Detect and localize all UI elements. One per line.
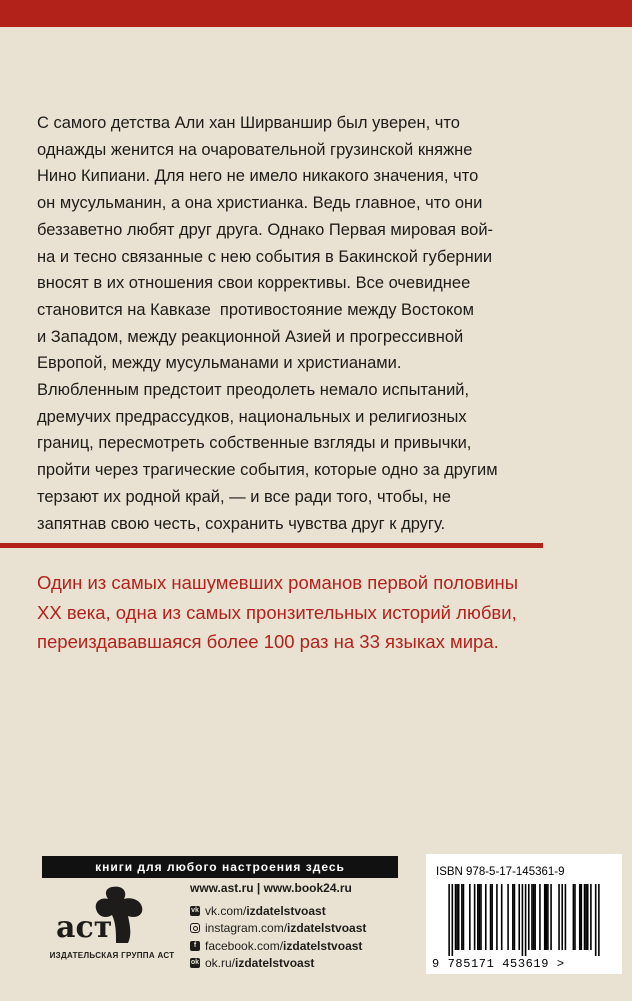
vk-icon: vk xyxy=(191,906,199,914)
promo-line: переиздававшаяся более 100 раз на 33 языках мира. xyxy=(37,631,499,652)
blurb-line: запятнав свою честь, сохранить чувства друг к другу. xyxy=(37,514,446,533)
barcode-bar xyxy=(558,884,560,950)
social-link-ok[interactable] xyxy=(190,955,366,973)
barcode-bar xyxy=(496,884,498,950)
barcode-bar xyxy=(531,884,533,950)
instagram-icon xyxy=(190,923,200,933)
barcode-bar xyxy=(547,884,549,950)
top-red-band xyxy=(0,0,632,27)
blurb-line: становится на Кавказе противостояние между Востоком xyxy=(37,300,474,319)
promo-text xyxy=(37,568,617,657)
barcode-bar xyxy=(469,884,471,950)
blurb-line: дремучих предрассудков, национальных и религиозных xyxy=(37,407,467,426)
barcode-bar xyxy=(452,884,454,956)
blurb-line: пройти через трагические события, которые одно за другим xyxy=(37,461,498,480)
barcode-digits: 9 785171 453619 > xyxy=(432,957,565,971)
book-blurb xyxy=(37,110,597,537)
barcode-bar xyxy=(539,884,541,950)
social-prefix: instagram.com/ xyxy=(205,921,288,936)
social-handle: izdatelstvoast xyxy=(235,956,315,971)
barcode-bar xyxy=(579,884,581,950)
blurb-line: терзают их родной край, — и все ради того, чтобы, не xyxy=(37,487,451,506)
social-handle: izdatelstvoast xyxy=(246,903,326,918)
barcode-bar xyxy=(507,884,509,950)
blurb-line: Нино Кипиани. Для него не имело никакого значения, что xyxy=(37,167,479,186)
barcode-bar xyxy=(525,884,527,956)
blurb-line: С самого детства Али хан Ширваншир был уверен, что xyxy=(37,114,460,132)
promo-line: Один из самых нашумевших романов первой половины xyxy=(37,572,519,593)
blurb-line: вносят в их отношения свои коррективы. Все очевиднее xyxy=(37,274,471,293)
barcode-bar xyxy=(550,884,552,950)
barcode-bar xyxy=(584,884,586,950)
barcode-bar xyxy=(491,884,493,950)
barcode-bar xyxy=(574,884,576,950)
social-prefix: facebook.com/ xyxy=(205,938,284,953)
blurb-line: и Западом, между реакционной Азией и прогрессивной xyxy=(37,327,464,346)
social-prefix: vk.com/ xyxy=(205,903,247,918)
red-divider xyxy=(0,543,543,548)
barcode-bar xyxy=(522,884,524,956)
blurb-line: однажды женится на очаровательной грузинской княжне xyxy=(37,140,473,159)
barcode xyxy=(434,884,614,956)
barcode-bar xyxy=(528,884,530,950)
barcode-bar xyxy=(587,884,589,950)
blurb-line: он мусульманин, а она христианка. Ведь главное, что они xyxy=(37,194,483,213)
barcode-bar xyxy=(456,884,458,950)
social-link-facebook[interactable] xyxy=(190,937,366,955)
social-link-instagram[interactable] xyxy=(190,920,366,938)
barcode-bar xyxy=(461,884,463,950)
promo-line: XX века, одна из самых пронзительных историй любви, xyxy=(37,601,517,623)
publisher-name: ИЗДАТЕЛЬСКАЯ ГРУППА АСТ xyxy=(49,951,175,960)
barcode-bar xyxy=(455,884,457,950)
barcode-bar xyxy=(561,884,563,950)
barcode-bar xyxy=(490,884,492,950)
social-links xyxy=(190,902,366,972)
isbn-box xyxy=(426,854,622,974)
barcode-bar xyxy=(448,884,450,956)
barcode-bar xyxy=(598,884,600,956)
barcode-bar xyxy=(474,884,476,950)
barcode-bar xyxy=(573,884,575,950)
blurb-line: Европой, между мусульманами и христианами. xyxy=(37,354,402,373)
social-handle: izdatelstvoast xyxy=(283,938,363,953)
barcode-bar xyxy=(534,884,536,950)
isbn-label: ISBN 978-5-17-145361-9 xyxy=(436,866,565,878)
barcode-bar xyxy=(518,884,520,950)
barcode-bar xyxy=(479,884,481,950)
barcode-bar xyxy=(485,884,487,950)
logo-text: аст xyxy=(56,910,113,945)
blurb-line: Влюбленным предстоит преодолеть немало испытаний, xyxy=(37,381,470,400)
blurb-line: границ, пересмотреть собственные взгляды и привычки, xyxy=(37,434,472,453)
ast-logo-icon xyxy=(50,885,150,945)
barcode-bar xyxy=(565,884,567,950)
blurb-line: на и тесно связанные с нею события в Бакинской губернии xyxy=(37,247,493,266)
barcode-bar xyxy=(477,884,479,950)
barcode-bar xyxy=(590,884,592,950)
ok-icon: ok xyxy=(190,959,200,967)
barcode-bar xyxy=(514,884,516,950)
barcode-bar xyxy=(512,884,514,950)
social-link-vk[interactable] xyxy=(190,902,366,920)
website-links[interactable]: www.ast.ru | www.book24.ru xyxy=(190,881,352,895)
facebook-icon: f xyxy=(190,941,200,951)
barcode-bar xyxy=(585,884,587,950)
barcode-bar xyxy=(595,884,597,956)
barcode-bar xyxy=(458,884,460,950)
tagline-bar: книги для любого настроения здесь xyxy=(42,856,398,878)
barcode-bar xyxy=(546,884,548,950)
barcode-bar xyxy=(544,884,546,950)
barcode-bar xyxy=(480,884,482,950)
social-handle: izdatelstvoast xyxy=(287,921,367,936)
barcode-bar xyxy=(533,884,535,950)
social-prefix: ok.ru/ xyxy=(205,956,236,971)
barcode-bar xyxy=(501,884,503,950)
barcode-bar xyxy=(463,884,465,950)
blurb-line: беззаветно любят друг друга. Однако Первая мировая вой- xyxy=(37,220,494,239)
barcode-bar xyxy=(581,884,583,950)
